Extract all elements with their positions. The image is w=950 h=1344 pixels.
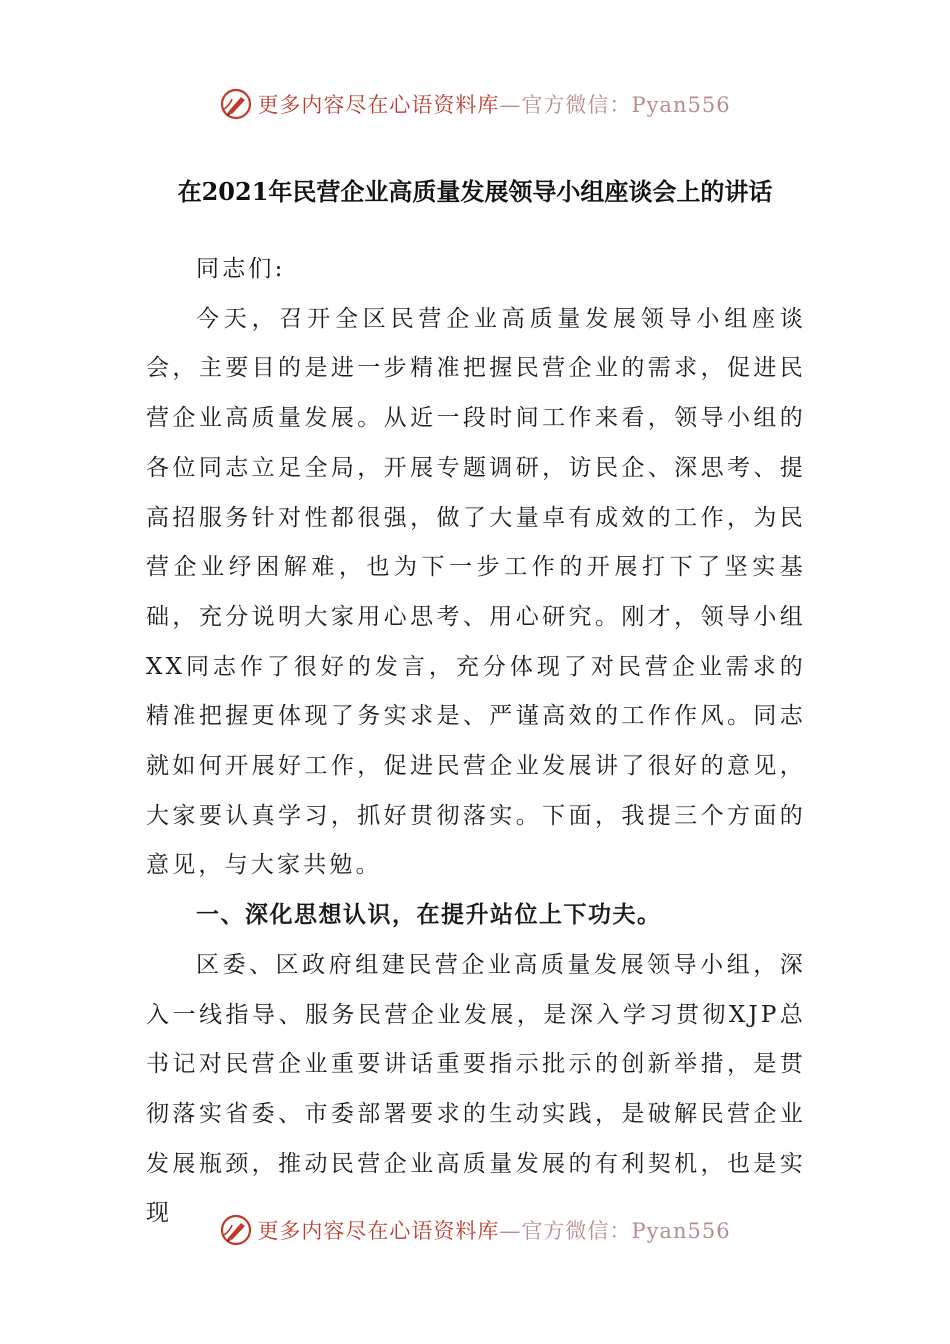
paragraph: 今天，召开全区民营企业高质量发展领导小组座谈会，主要目的是进一步精准把握民营企业的需求，促进民营企业高质量发展。从近一段时间工作来看，领导小组的各位同志立足全局，开展专题调研，访民企、深思考、提高招服务针对性都很强，做了大量卓有成效的工作，为民营企业纾困解难，也为下一步工作的开展打下了坚实基础，充分说明大家用心思考、用心研究。刚才，领导小组XX同志作了很好的发言，充分体现了对民营企业需求的精准把握更体现了务实求是、严谨高效的工作作风。同志就如何开展好工作，促进民营企业发展讲了很好的意见，大家要认真学习，抓好贯彻落实。下面，我提三个方面的意见，与大家共勉。 [146,305,806,879]
watermark-suffix: 官方微信： [521,1219,632,1243]
pen-logo-icon [219,87,253,121]
pen-logo-icon [219,1213,253,1247]
document-body [146,245,806,1239]
section-paragraph: 区委、区政府组建民营企业高质量发展领导小组，深入一线指导、服务民营企业发展，是深入学习贯彻XJP总书记对民营企业重要讲话重要指示批示的创新举措，是贯彻落实省委、市委部署要求的生动实践，是破解民营企业发展瓶颈，推动民营企业高质量发展的有利契机，也是实现 [146,951,806,1227]
watermark-label: 更多内容尽在心语资料库 [257,1219,500,1243]
watermark-account: Pyan556 [631,1219,731,1243]
watermark-dash: — [499,1219,522,1243]
footer-watermark [0,1208,950,1252]
watermark-suffix: 官方微信： [521,93,632,117]
watermark-account: Pyan556 [631,93,731,117]
header-watermark [0,82,950,126]
watermark-dash: — [499,93,522,117]
section-heading: 一、深化思想认识，在提升站位上下功夫。 [196,902,662,929]
salutation: 同志们: [196,256,286,282]
watermark-label: 更多内容尽在心语资料库 [257,93,500,117]
document-title: 在2021年民营企业高质量发展领导小组座谈会上的讲话 [177,177,773,206]
